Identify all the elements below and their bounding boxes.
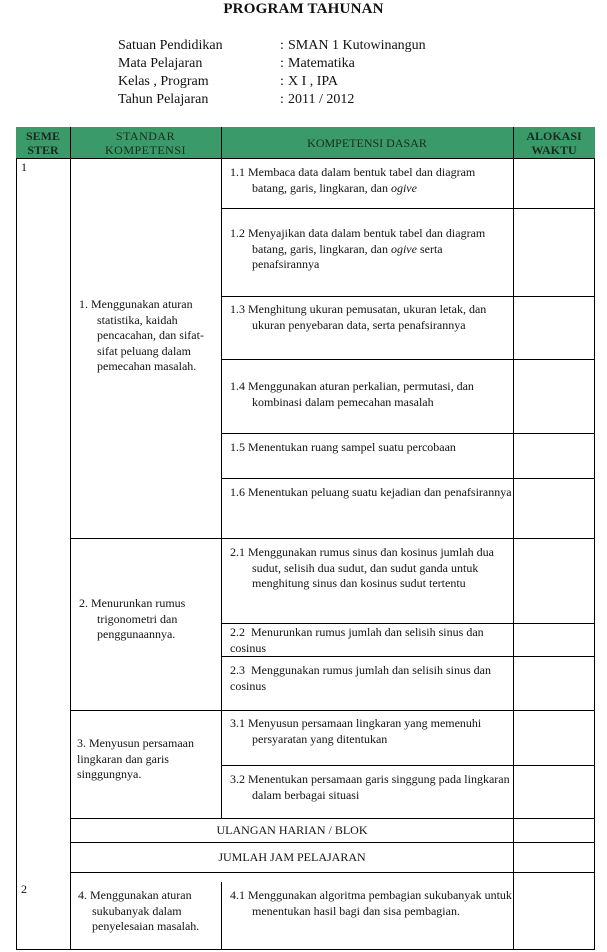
kd-1-5 <box>222 440 512 456</box>
kd-2-3 <box>222 663 512 694</box>
row-border <box>221 623 595 624</box>
ulangan-harian-row: ULANGAN HARIAN / BLOK <box>216 822 368 837</box>
header-semester <box>16 127 70 158</box>
kd-text: Menentukan ruang sampel suatu percobaan <box>248 440 456 454</box>
kd-1-6 <box>222 485 512 501</box>
kd-2-1 <box>222 545 512 592</box>
document-title: PROGRAM TAHUNAN <box>223 1 384 17</box>
kd-number: 1.1 <box>230 165 245 179</box>
meta-label: Satuan Pendidikan <box>118 38 223 53</box>
meta-value: SMAN 1 Kutowinangun <box>288 38 426 53</box>
header-standar-line1: STANDAR <box>115 128 176 143</box>
kd-text: Menggunakan rumus jumlah dan selisih sinus dan cosinus <box>230 663 491 693</box>
meta-value: Matematika <box>288 56 355 71</box>
row-border <box>221 478 595 479</box>
meta-value: 2011 / 2012 <box>288 92 355 107</box>
header-kompetensi-dasar: KOMPETENSI DASAR <box>307 135 427 150</box>
meta-row-mata-pelajaran <box>118 55 426 73</box>
meta-label: Kelas , Program <box>118 74 209 89</box>
header-standar-kompetensi <box>70 127 221 158</box>
standar-kompetensi-4-text: 4. Menggunakan aturan sukubanyak dalam penyelesaian masalah. <box>78 888 200 933</box>
kd-number: 1.2 <box>230 226 245 240</box>
kd-number: 2.2 <box>230 625 245 639</box>
kd-number: 1.5 <box>230 440 245 454</box>
header-semester-line1: SEME <box>25 128 60 143</box>
row-border <box>221 765 595 766</box>
jumlah-jam-row: JUMLAH JAM PELAJARAN <box>218 849 366 864</box>
table-border-right <box>594 158 595 950</box>
kd-text: Menyajikan data dalam bentuk tabel dan diagram batang, garis, lingkaran, dan <box>248 226 486 256</box>
kd-number: 1.4 <box>230 379 245 393</box>
row-border <box>221 359 595 360</box>
kd-2-2 <box>222 625 512 656</box>
kd-text: Menyusun persamaan lingkaran yang memenuhi persyaratan yang ditentukan <box>248 716 482 746</box>
standar-kompetensi-4 <box>71 888 221 935</box>
kd-text: Menggunakan aturan perkalian, permutasi, dan kombinasi dalam pemecahan masalah <box>248 379 474 409</box>
kd-number: 3.2 <box>230 772 245 786</box>
meta-colon: : <box>280 56 284 71</box>
header-alokasi-line1: ALOKASI <box>526 128 582 143</box>
meta-row-tahun-pelajaran <box>118 91 426 109</box>
meta-value: X I , IPA <box>288 74 339 89</box>
kd-italic-term: ogive <box>390 180 417 195</box>
meta-colon: : <box>280 92 284 107</box>
kd-1-2 <box>222 226 512 273</box>
kd-number: 1.6 <box>230 485 245 499</box>
kd-text: Membaca data dalam bentuk tabel dan diagram batang, garis, lingkaran, dan <box>248 165 476 195</box>
semester-2-label: 2 <box>21 882 27 896</box>
kd-number: 2.3 <box>230 663 245 677</box>
kd-text: Menurunkan rumus jumlah dan selisih sinus dan cosinus <box>230 625 484 655</box>
standar-kompetensi-2-text: 2. Menurunkan rumus trigonometri dan penggunaannya. <box>79 596 186 641</box>
meta-row-kelas-program <box>118 73 426 91</box>
header-alokasi-waktu <box>513 127 595 158</box>
kd-3-1 <box>222 716 512 747</box>
table-border-left <box>16 158 17 950</box>
row-border <box>221 296 595 297</box>
meta-colon: : <box>280 74 284 89</box>
kd-italic-term: ogive <box>390 241 417 256</box>
document-meta <box>118 37 426 109</box>
standar-kompetensi-2 <box>71 596 221 643</box>
kd-text: Menentukan peluang suatu kejadian dan penafsirannya <box>248 485 512 499</box>
standar-kompetensi-1-text: 1. Menggunakan aturan statistika, kaidah pencacahan, dan sifat-sifat peluang dalam pemecahan masalah. <box>79 297 204 373</box>
meta-row-satuan-pendidikan <box>118 37 426 55</box>
table-border-bottom <box>16 949 595 950</box>
meta-label: Tahun Pelajaran <box>118 92 209 107</box>
kd-text: Menghitung ukuran pemusatan, ukuran letak, dan ukuran penyebaran data, serta penafsirannya <box>248 302 487 332</box>
kd-number: 1.3 <box>230 302 245 316</box>
row-border <box>221 656 595 657</box>
row-border <box>70 872 595 873</box>
kd-text-after: serta penafsirannya <box>252 241 443 271</box>
semester-1-label: 1 <box>21 160 27 174</box>
row-border <box>221 208 595 209</box>
group-border <box>70 710 595 711</box>
standar-kompetensi-1 <box>71 297 221 375</box>
kd-number: 3.1 <box>230 716 245 730</box>
header-standar-line2: KOMPETENSI <box>104 142 186 157</box>
header-alokasi-line2: WAKTU <box>531 142 577 157</box>
meta-colon: : <box>280 38 284 53</box>
group-border <box>70 538 595 539</box>
kd-1-1 <box>222 165 512 196</box>
kd-text: Menggunakan algoritma pembagian sukubanyak untuk menentukan hasil bagi dan sisa pembagian. <box>248 888 512 918</box>
kd-4-1 <box>222 888 512 919</box>
standar-kompetensi-3: 3. Menyusun persamaan lingkaran dan garis singgungnya. <box>77 736 194 781</box>
kd-text: Menggunakan rumus sinus dan kosinus jumlah dua sudut, selisih dua sudut, dan sudut ganda untuk menghitung sinus dan kosinus sudut tertentu <box>248 545 494 590</box>
header-bottom-border <box>16 158 595 159</box>
header-semester-line2: STER <box>27 142 59 157</box>
kd-number: 4.1 <box>230 888 245 902</box>
row-border <box>221 433 595 434</box>
kd-1-4 <box>222 379 512 410</box>
kd-3-2 <box>222 772 512 803</box>
kd-text: Menentukan persamaan garis singgung pada lingkaran dalam berbagai situasi <box>248 772 510 802</box>
kd-number: 2.1 <box>230 545 245 559</box>
meta-label: Mata Pelajaran <box>118 56 203 71</box>
kd-1-3 <box>222 302 512 333</box>
